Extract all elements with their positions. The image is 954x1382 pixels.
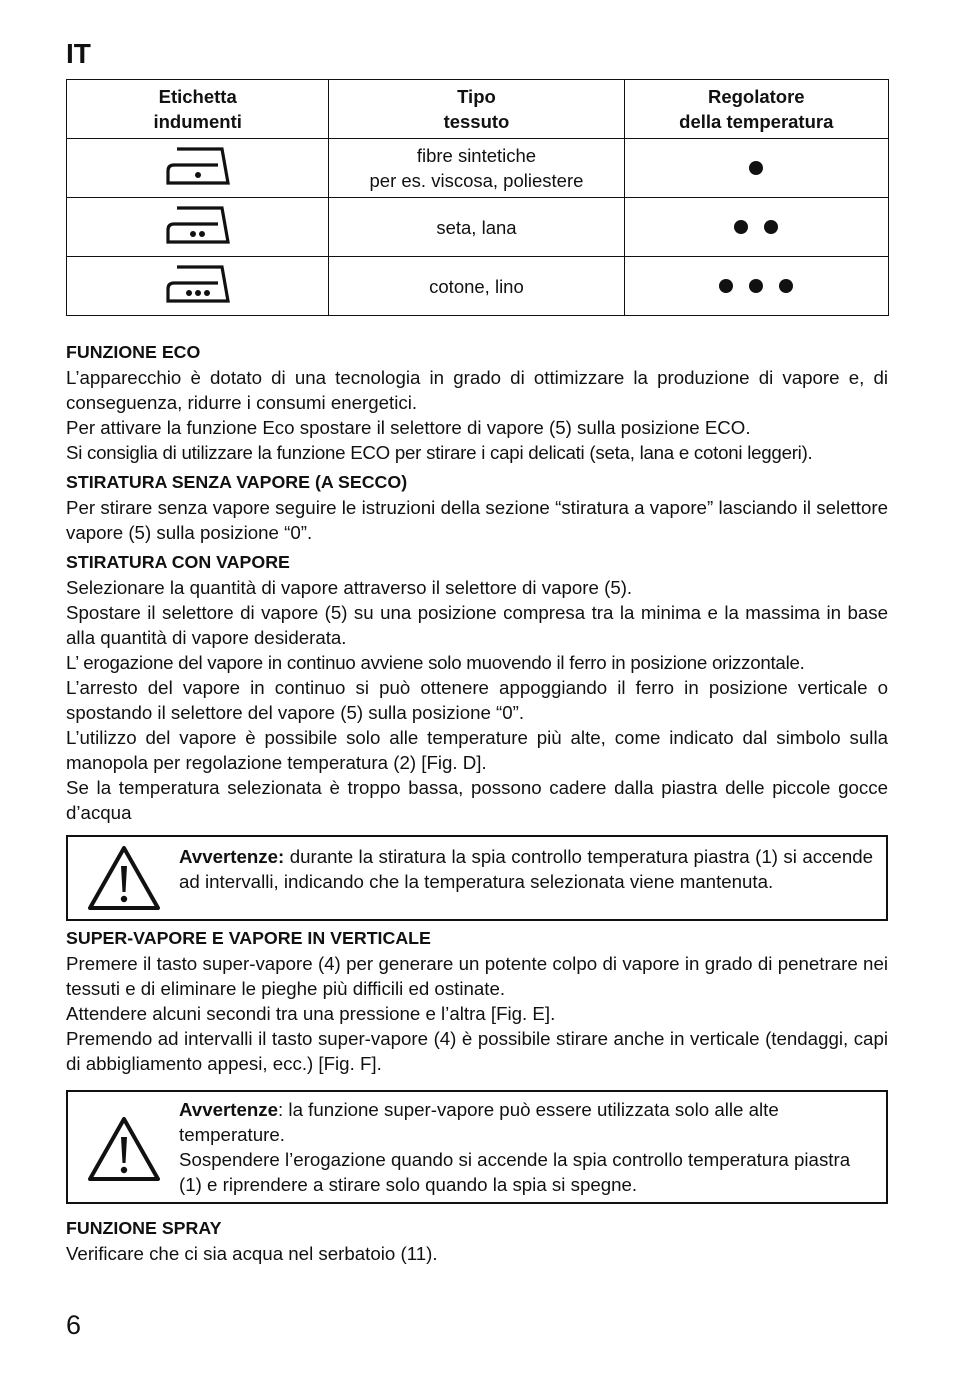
paragraph: Si consiglia di utilizzare la funzione ECO per stirare i capi delicati (seta, lana e cotoni leggeri). [66,442,813,463]
paragraph: Premere il tasto super-vapore (4) per generare un potente colpo di vapore in grado di penetrare nei tessuti e di eliminare le pieghe più difficili ed ostinate. [66,953,888,999]
warning-box [66,1090,888,1204]
paragraph: L’ erogazione del vapore in continuo avviene solo muovendo il ferro in posizione orizzontale. [66,652,805,673]
table-row [67,257,889,316]
care-label-table [66,79,889,316]
table-header-row [67,80,889,139]
page-number: 6 [66,1310,82,1340]
header-label: Etichetta indumenti [67,80,329,139]
section-title-super-steam: SUPER-VAPORE E VAPORE IN VERTICALE [66,928,431,948]
section-title-eco: FUNZIONE ECO [66,342,201,362]
paragraph: L’utilizzo del vapore è possibile solo alle temperature più alte, come indicato dal simbolo sulla manopola per regolazione temperatura (2) [Fig. D]. [66,727,888,773]
section-title-spray: FUNZIONE SPRAY [66,1218,222,1238]
paragraph: Selezionare la quantità di vapore attraverso il selettore di vapore (5). [66,577,633,598]
page-content [66,340,888,1266]
warning-box [66,835,888,921]
paragraph: L’apparecchio è dotato di una tecnologia in grado di ottimizzare la produzione di vapore e, di conseguenza, ridurre i consumi energetici. [66,367,888,413]
paragraph: L’arresto del vapore in continuo si può ottenere appoggiando il ferro in posizione verticale o spostando il selettore del vapore (5) sulla posizione “0”. [66,677,888,723]
language-code: IT [66,38,91,69]
paragraph: Premendo ad intervalli il tasto super-vapore (4) è possibile stirare anche in verticale (tendaggi, capi di abbigliamento appesi, ecc.) [Fig. F]. [66,1028,888,1074]
warning-icon [68,844,179,912]
iron-1-dot-icon [67,139,329,198]
paragraph: Per stirare senza vapore seguire le istruzioni della sezione “stiratura a vapore” lasciando il selettore vapore (5) sulla posizione “0”. [66,497,888,543]
paragraph: Spostare il selettore di vapore (5) su una posizione compresa tra la minima e la massima in base alla quantità di vapore desiderata. [66,602,888,648]
fabric-cell: fibre sintetiche per es. viscosa, poliestere [329,139,624,198]
fabric-cell: cotone, lino [329,257,624,316]
paragraph: Se la temperatura selezionata è troppo bassa, possono cadere dalla piastra delle piccole gocce d’acqua [66,777,888,823]
temperature-dots [624,198,888,257]
table-row [67,139,889,198]
header-temperature: Regolatore della temperatura [624,80,888,139]
temperature-dots [624,139,888,198]
warning-text: Avvertenze: durante la stiratura la spia controllo temperatura piastra (1) si accende ad intervalli, indicando che la temperatura selezionata viene mantenuta. [179,846,873,892]
fabric-cell: seta, lana [329,198,624,257]
paragraph: Verificare che ci sia acqua nel serbatoio (11). [66,1243,438,1264]
header-fabric: Tipo tessuto [329,80,624,139]
warning-text: Avvertenze: la funzione super-vapore può essere utilizzata solo alle alte temperature. Sospendere l’erogazione quando si accende la spia controllo temperatura piastra (1) e riprendere a stirare solo quando la spia si spegne. [179,1099,851,1195]
section-title-steam: STIRATURA CON VAPORE [66,552,290,572]
iron-3-dots-icon [67,257,329,316]
temperature-dots [624,257,888,316]
warning-icon [68,1097,179,1183]
paragraph: Attendere alcuni secondi tra una pressione e l’altra [Fig. E]. [66,1003,556,1024]
table-row [67,198,889,257]
paragraph: Per attivare la funzione Eco spostare il selettore di vapore (5) sulla posizione ECO. [66,417,751,438]
iron-2-dots-icon [67,198,329,257]
section-title-dry: STIRATURA SENZA VAPORE (A SECCO) [66,472,408,492]
